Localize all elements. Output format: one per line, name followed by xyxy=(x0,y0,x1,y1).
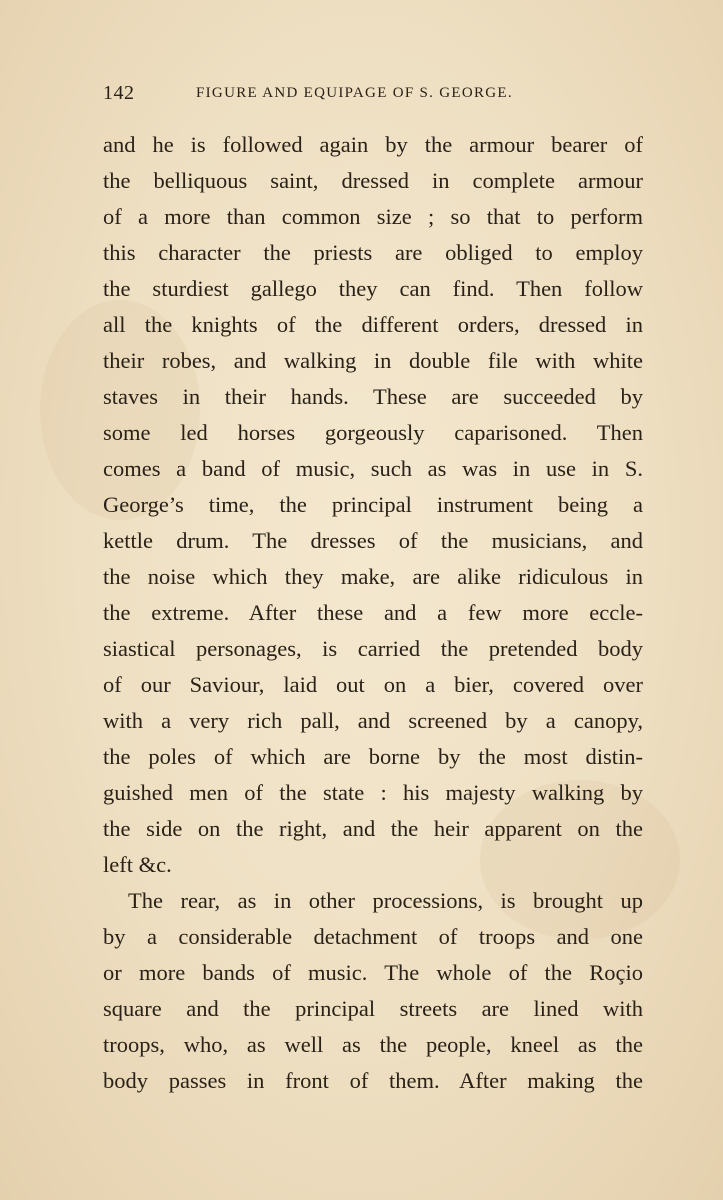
text-line: the extreme. After these and a few more eccle- xyxy=(103,600,643,625)
text-line: square and the principal streets are lined with xyxy=(103,996,643,1021)
text-line: siastical personages, is carried the pretended body xyxy=(103,636,643,661)
text-line: with a very rich pall, and screened by a canopy, xyxy=(103,708,643,733)
text-line: left &c. xyxy=(103,852,172,877)
text-line: and he is followed again by the armour bearer of xyxy=(103,132,643,157)
text-line: guished men of the state : his majesty walking by xyxy=(103,780,643,805)
text-line: body passes in front of them. After making the xyxy=(103,1068,643,1093)
text-line: the poles of which are borne by the most distin- xyxy=(103,744,643,769)
text-line: the sturdiest gallego they can find. Then follow xyxy=(103,276,643,301)
text-line: The rear, as in other processions, is brought up xyxy=(128,888,643,913)
text-line: of our Saviour, laid out on a bier, covered over xyxy=(103,672,643,697)
body-text xyxy=(103,127,643,1099)
text-line: all the knights of the different orders, dressed in xyxy=(103,312,643,337)
text-line: staves in their hands. These are succeeded by xyxy=(103,384,643,409)
text-line: kettle drum. The dresses of the musicians, and xyxy=(103,528,643,553)
text-line: or more bands of music. The whole of the Roçio xyxy=(103,960,643,985)
text-line: George’s time, the principal instrument being a xyxy=(103,492,643,517)
text-line: the noise which they make, are alike ridiculous in xyxy=(103,564,643,589)
text-line: the side on the right, and the heir apparent on the xyxy=(103,816,643,841)
text-line: by a considerable detachment of troops and one xyxy=(103,924,643,949)
text-line: comes a band of music, such as was in use in S. xyxy=(103,456,643,481)
running-title: FIGURE AND EQUIPAGE OF S. GEORGE. xyxy=(196,85,513,101)
text-line: some led horses gorgeously caparisoned. Then xyxy=(103,420,643,445)
text-line: the belliquous saint, dressed in complete armour xyxy=(103,168,643,193)
text-line: of a more than common size ; so that to perform xyxy=(103,204,643,229)
text-line: their robes, and walking in double file with white xyxy=(103,348,643,373)
page-number: 142 xyxy=(103,82,135,104)
page-header xyxy=(103,82,643,112)
paragraph-2 xyxy=(103,883,643,1099)
paragraph-1 xyxy=(103,127,643,883)
text-line: this character the priests are obliged to employ xyxy=(103,240,643,265)
text-line: troops, who, as well as the people, kneel as the xyxy=(103,1032,643,1057)
